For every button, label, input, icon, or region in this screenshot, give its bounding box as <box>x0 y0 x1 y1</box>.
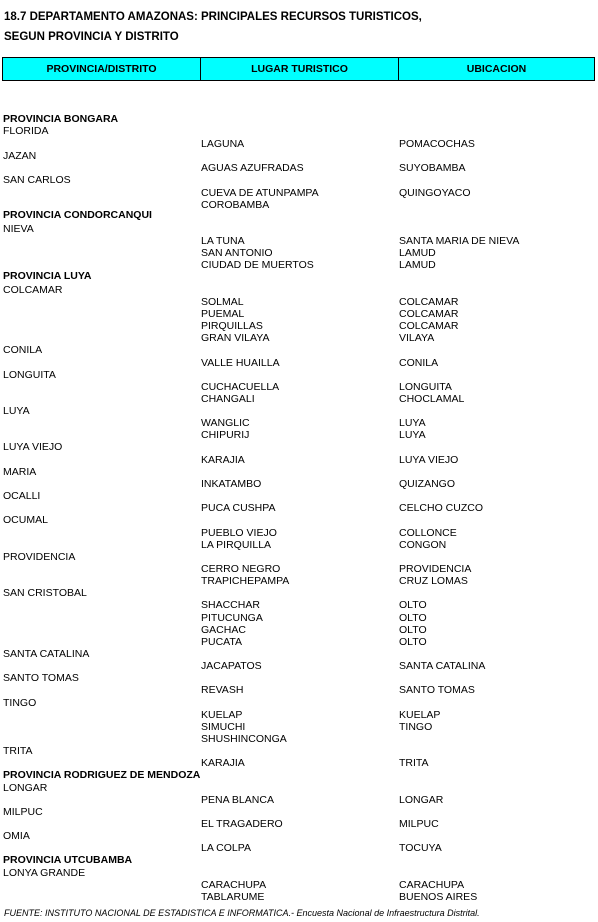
header-provincia-distrito: PROVINCIA/DISTRITO <box>3 58 201 80</box>
provincia-distrito-cell: LONGAR <box>3 782 48 794</box>
provincia-heading: PROVINCIA LUYA <box>3 270 92 282</box>
provincia-distrito-cell: LONGUITA <box>3 369 56 381</box>
lugar-turistico-cell: REVASH <box>201 684 244 696</box>
provincia-distrito-cell: OCUMAL <box>3 514 48 526</box>
provincia-distrito-cell: LONYA GRANDE <box>3 867 86 879</box>
ubicacion-cell: CARACHUPA <box>399 879 465 891</box>
title-line-1: 18.7 DEPARTAMENTO AMAZONAS: PRINCIPALES RECURSOS TURISTICOS, <box>4 11 422 23</box>
lugar-turistico-cell: WANGLIC <box>201 417 250 429</box>
ubicacion-cell: MILPUC <box>399 818 439 830</box>
provincia-heading: PROVINCIA RODRIGUEZ DE MENDOZA <box>3 769 201 781</box>
ubicacion-cell: TOCUYA <box>399 842 442 854</box>
provincia-distrito-cell: COLCAMAR <box>3 284 63 296</box>
lugar-turistico-cell: TRAPICHEPAMPA <box>201 575 290 587</box>
ubicacion-cell: COLCAMAR <box>399 296 459 308</box>
ubicacion-cell: TRITA <box>399 757 429 769</box>
lugar-turistico-cell: CHANGALI <box>201 393 255 405</box>
lugar-turistico-cell: PIRQUILLAS <box>201 320 263 332</box>
provincia-distrito-cell: MARIA <box>3 466 37 478</box>
lugar-turistico-cell: TABLARUME <box>201 891 265 903</box>
lugar-turistico-cell: GRAN VILAYA <box>201 332 270 344</box>
ubicacion-cell: OLTO <box>399 612 427 624</box>
lugar-turistico-cell: JACAPATOS <box>201 660 262 672</box>
lugar-turistico-cell: KARAJIA <box>201 454 245 466</box>
ubicacion-cell: CELCHO CUZCO <box>399 502 484 514</box>
lugar-turistico-cell: PUEMAL <box>201 308 245 320</box>
lugar-turistico-cell: LA PIRQUILLA <box>201 539 272 551</box>
provincia-distrito-cell: FLORIDA <box>3 125 49 137</box>
provincia-distrito-cell: PROVIDENCIA <box>3 551 76 563</box>
provincia-distrito-cell: NIEVA <box>3 223 34 235</box>
lugar-turistico-cell: SOLMAL <box>201 296 244 308</box>
provincia-distrito-cell: MILPUC <box>3 806 43 818</box>
provincia-distrito-cell: SAN CRISTOBAL <box>3 587 87 599</box>
provincia-distrito-cell: SANTO TOMAS <box>3 672 79 684</box>
lugar-turistico-cell: PUCATA <box>201 636 243 648</box>
lugar-turistico-cell: KUELAP <box>201 709 243 721</box>
lugar-turistico-cell: PUEBLO VIEJO <box>201 527 277 539</box>
lugar-turistico-cell: SHACCHAR <box>201 599 260 611</box>
ubicacion-cell: SANTO TOMAS <box>399 684 475 696</box>
provincia-distrito-cell: OCALLI <box>3 490 41 502</box>
lugar-turistico-cell: EL TRAGADERO <box>201 818 283 830</box>
lugar-turistico-cell: GACHAC <box>201 624 246 636</box>
lugar-turistico-cell: VALLE HUAILLA <box>201 357 280 369</box>
ubicacion-cell: COLLONCE <box>399 527 457 539</box>
ubicacion-cell: CHOCLAMAL <box>399 393 465 405</box>
ubicacion-cell: OLTO <box>399 636 427 648</box>
lugar-turistico-cell: KARAJIA <box>201 757 245 769</box>
lugar-turistico-cell: SIMUCHI <box>201 721 246 733</box>
provincia-distrito-cell: TINGO <box>3 697 37 709</box>
ubicacion-cell: LAMUD <box>399 259 436 271</box>
ubicacion-cell: KUELAP <box>399 709 441 721</box>
lugar-turistico-cell: SHUSHINCONGA <box>201 733 287 745</box>
lugar-turistico-cell: CIUDAD DE MUERTOS <box>201 259 314 271</box>
lugar-turistico-cell: LA COLPA <box>201 842 251 854</box>
provincia-heading: PROVINCIA CONDORCANQUI <box>3 209 152 221</box>
lugar-turistico-cell: CUCHACUELLA <box>201 381 280 393</box>
ubicacion-cell: CONGON <box>399 539 447 551</box>
ubicacion-cell: BUENOS AIRES <box>399 891 478 903</box>
ubicacion-cell: OLTO <box>399 599 427 611</box>
ubicacion-cell: QUINGOYACO <box>399 187 471 199</box>
lugar-turistico-cell: CERRO NEGRO <box>201 563 281 575</box>
lugar-turistico-cell: AGUAS AZUFRADAS <box>201 162 304 174</box>
ubicacion-cell: POMACOCHAS <box>399 138 475 150</box>
lugar-turistico-cell: PUCA CUSHPA <box>201 502 276 514</box>
ubicacion-cell: LONGAR <box>399 794 444 806</box>
provincia-distrito-cell: LUYA <box>3 405 30 417</box>
lugar-turistico-cell: SAN ANTONIO <box>201 247 273 259</box>
ubicacion-cell: LAMUD <box>399 247 436 259</box>
provincia-distrito-cell: LUYA VIEJO <box>3 441 63 453</box>
ubicacion-cell: TINGO <box>399 721 433 733</box>
ubicacion-cell: LUYA <box>399 429 426 441</box>
lugar-turistico-cell: CARACHUPA <box>201 879 267 891</box>
lugar-turistico-cell: CHIPURIJ <box>201 429 250 441</box>
ubicacion-cell: LUYA <box>399 417 426 429</box>
lugar-turistico-cell: PENA BLANCA <box>201 794 274 806</box>
title-line-2: SEGUN PROVINCIA Y DISTRITO <box>4 31 179 43</box>
lugar-turistico-cell: LAGUNA <box>201 138 245 150</box>
source-note: FUENTE: INSTITUTO NACIONAL DE ESTADISTICA E INFORMATICA.- Encuesta Nacional de Infraestructura Distrital. <box>4 908 480 918</box>
lugar-turistico-cell: CUEVA DE ATUNPAMPA <box>201 187 319 199</box>
lugar-turistico-cell: INKATAMBO <box>201 478 262 490</box>
ubicacion-cell: SANTA CATALINA <box>399 660 486 672</box>
provincia-distrito-cell: TRITA <box>3 745 33 757</box>
ubicacion-cell: VILAYA <box>399 332 435 344</box>
lugar-turistico-cell: COROBAMBA <box>201 199 270 211</box>
ubicacion-cell: CRUZ LOMAS <box>399 575 468 587</box>
ubicacion-cell: COLCAMAR <box>399 308 459 320</box>
header-lugar-turistico: LUGAR TURISTICO <box>201 58 399 80</box>
lugar-turistico-cell: LA TUNA <box>201 235 245 247</box>
lugar-turistico-cell: PITUCUNGA <box>201 612 263 624</box>
ubicacion-cell: COLCAMAR <box>399 320 459 332</box>
ubicacion-cell: PROVIDENCIA <box>399 563 472 575</box>
ubicacion-cell: OLTO <box>399 624 427 636</box>
ubicacion-cell: LONGUITA <box>399 381 452 393</box>
provincia-heading: PROVINCIA UTCUBAMBA <box>3 854 133 866</box>
provincia-heading: PROVINCIA BONGARA <box>3 113 119 125</box>
provincia-distrito-cell: JAZAN <box>3 150 37 162</box>
provincia-distrito-cell: CONILA <box>3 344 43 356</box>
ubicacion-cell: SANTA MARIA DE NIEVA <box>399 235 520 247</box>
header-ubicacion: UBICACION <box>466 63 527 75</box>
provincia-distrito-cell: SAN CARLOS <box>3 174 71 186</box>
ubicacion-cell: SUYOBAMBA <box>399 162 466 174</box>
ubicacion-cell: LUYA VIEJO <box>399 454 459 466</box>
provincia-distrito-cell: SANTA CATALINA <box>3 648 90 660</box>
ubicacion-cell: CONILA <box>399 357 439 369</box>
provincia-distrito-cell: OMIA <box>3 830 30 842</box>
ubicacion-cell: QUIZANGO <box>399 478 456 490</box>
